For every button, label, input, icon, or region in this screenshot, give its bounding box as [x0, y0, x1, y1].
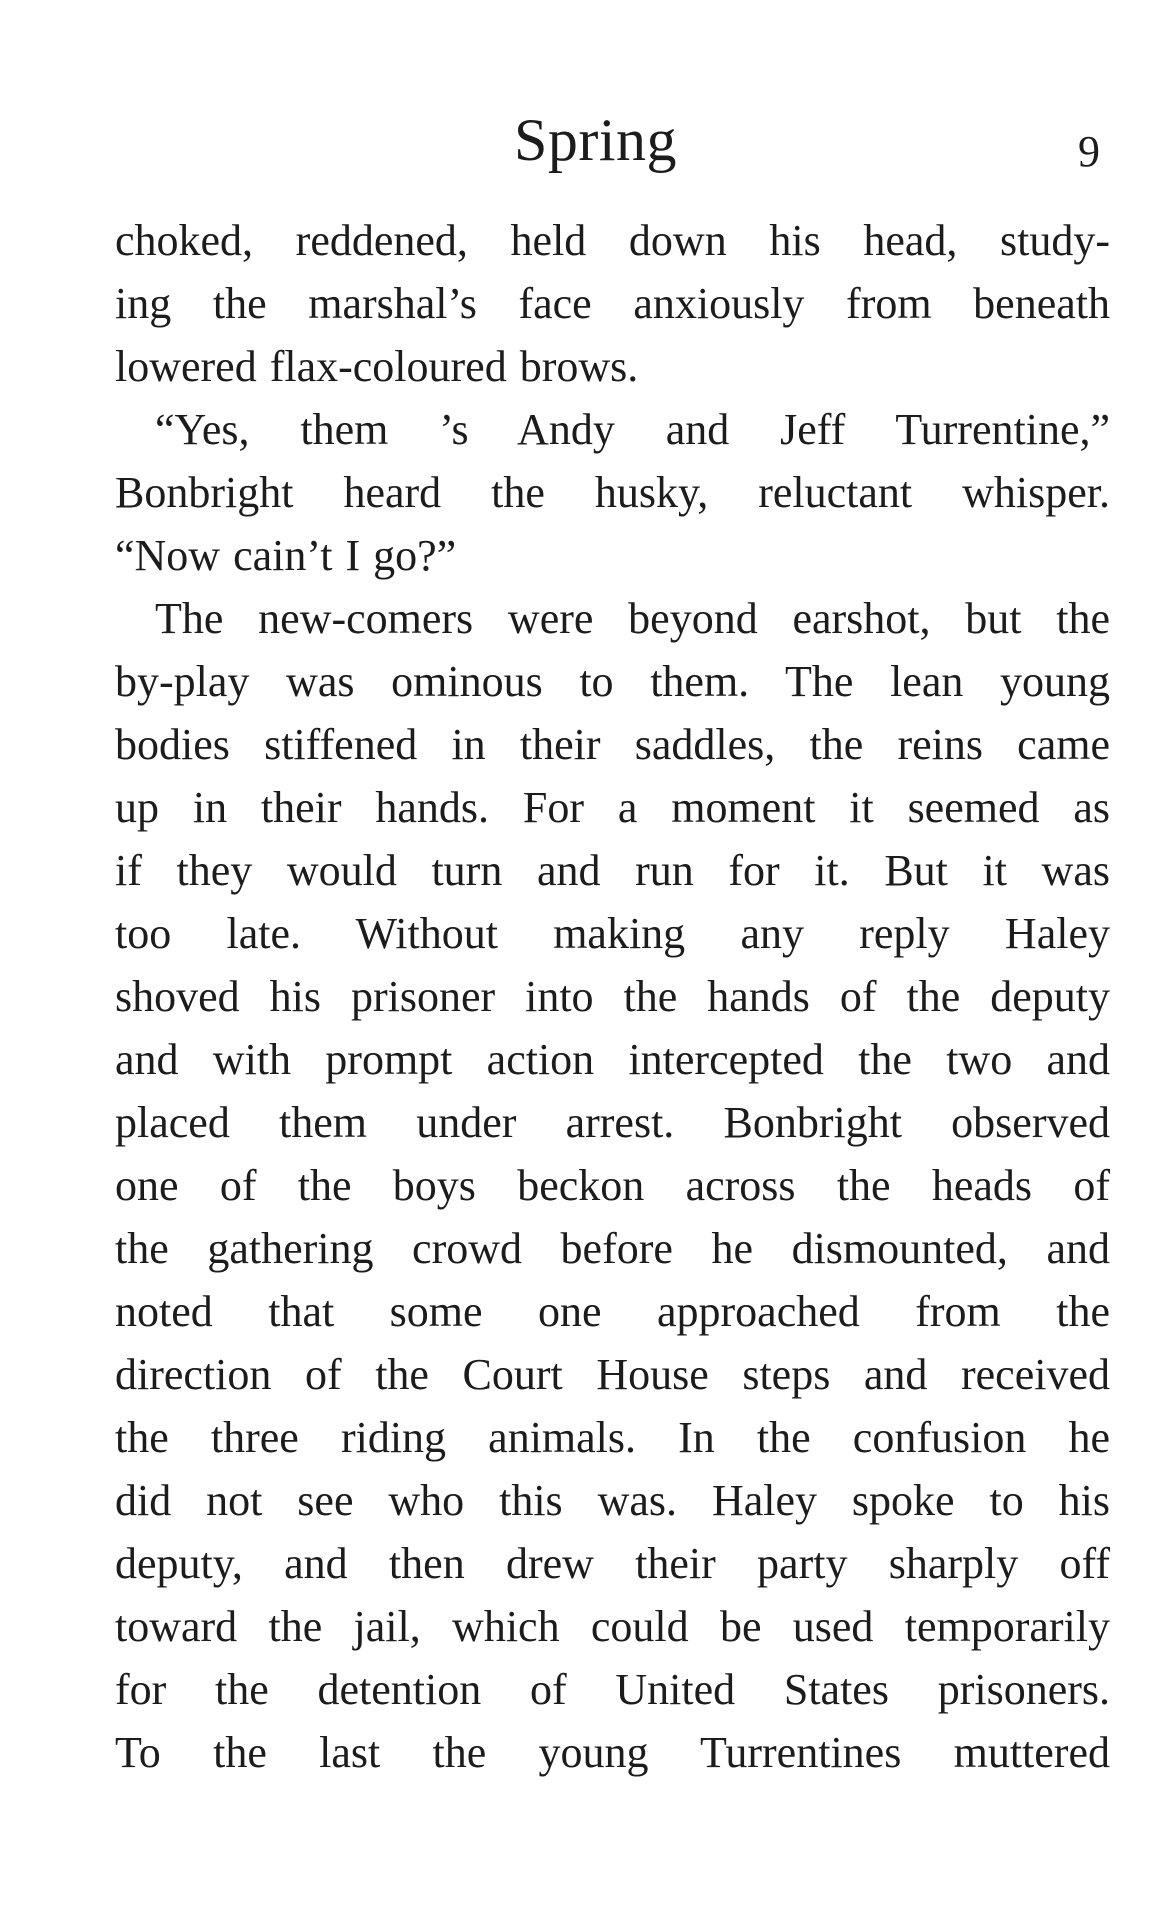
text-line: by-play was ominous to them. The lean young	[115, 657, 1110, 706]
text-line: ing the marshal’s face anxiously from beneath	[115, 279, 1110, 328]
text-line: did not see who this was. Haley spoke to his	[115, 1476, 1110, 1525]
text-line: toward the jail, which could be used temporarily	[115, 1602, 1110, 1651]
text-line: choked, reddened, held down his head, study-	[115, 216, 1110, 265]
text-line: “Now cain’t I go?”	[115, 531, 457, 580]
text-line: deputy, and then drew their party sharply off	[115, 1539, 1110, 1588]
chapter-title: Spring	[514, 107, 678, 173]
text-line: shoved his prisoner into the hands of the deputy	[115, 972, 1110, 1021]
text-line: lowered flax-coloured brows.	[115, 342, 639, 391]
text-line: direction of the Court House steps and received	[115, 1350, 1110, 1399]
text-line: To the last the young Turrentines muttered	[115, 1728, 1110, 1777]
running-head	[0, 100, 1173, 180]
text-line: the gathering crowd before he dismounted, and	[115, 1224, 1110, 1273]
text-line: for the detention of United States prisoners.	[115, 1665, 1110, 1714]
text-line: The new-comers were beyond earshot, but the	[155, 594, 1110, 643]
text-line: placed them under arrest. Bonbright observed	[115, 1098, 1110, 1147]
text-line: “Yes, them ’s Andy and Jeff Turrentine,”	[155, 405, 1110, 454]
body-text	[115, 209, 1110, 1784]
text-line: Bonbright heard the husky, reluctant whisper.	[115, 468, 1110, 517]
text-line: up in their hands. For a moment it seemed as	[115, 783, 1110, 832]
text-line: too late. Without making any reply Haley	[115, 909, 1110, 958]
page-number: 9	[1078, 127, 1100, 176]
text-line: bodies stiffened in their saddles, the reins came	[115, 720, 1110, 769]
text-line: the three riding animals. In the confusion he	[115, 1413, 1110, 1462]
text-line: noted that some one approached from the	[115, 1287, 1110, 1336]
text-line: one of the boys beckon across the heads of	[115, 1161, 1110, 1210]
text-line: and with prompt action intercepted the two and	[115, 1035, 1110, 1084]
text-line: if they would turn and run for it. But it was	[115, 846, 1110, 895]
